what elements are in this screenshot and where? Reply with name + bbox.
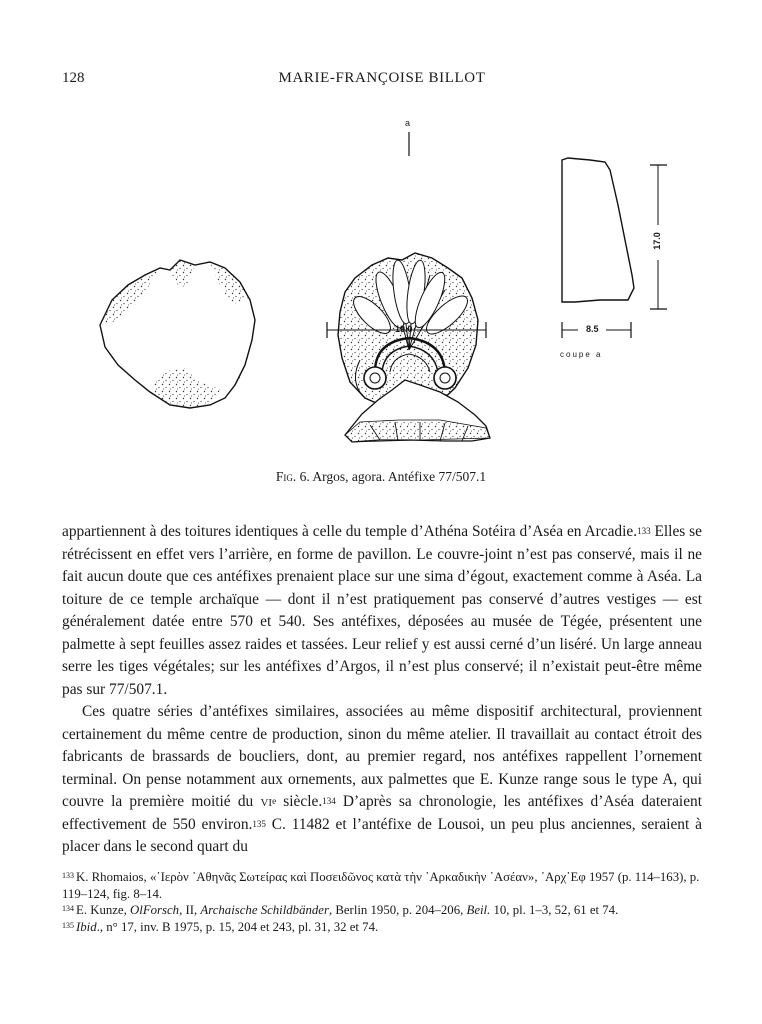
paragraph-2-part-c: D’après sa chronologie, les antéfixes d’Aséa dateraient effectivement de 550 environ. <box>62 793 702 833</box>
footnote-italic: OlForsch <box>130 903 180 917</box>
century-numeral: vi <box>260 793 273 810</box>
footnote-text: K. Rhomaios, «῾Ιερὸν ᾿Αθηνᾶς Σωτείρας καὶ Ποσειδῶνος κατὰ τὴν ᾿Αρκαδικὴν ᾿Ασέαν», ᾿Αρχ᾿Εφ 1957 (p. 114–163), p. 119–124, fig. 8–14. <box>62 870 700 901</box>
page-number: 128 <box>62 70 85 86</box>
footnote-text: 10, pl. 1–3, 52, 61 et 74. <box>490 903 619 917</box>
footnotes <box>62 869 702 935</box>
page-header <box>62 70 702 94</box>
footnote-ref-134[interactable]: 134 <box>322 796 336 806</box>
paragraph-1-part-a: appartiennent à des toitures identiques à celle du temple d’Athéna Sotéira d’Aséa en Arcadie. <box>62 523 638 540</box>
antefix-back-view <box>100 260 255 408</box>
width-dimension-label: 19.0 <box>395 324 413 334</box>
footnote-italic: Ibid <box>76 919 97 934</box>
footnote-number: 135 <box>62 920 74 930</box>
paragraph-2-part-b: siècle. <box>276 793 323 810</box>
figure-number: Fig. 6. <box>275 469 310 484</box>
figure-caption <box>0 469 762 485</box>
figure-6 <box>0 110 762 490</box>
footnote-134 <box>62 902 702 919</box>
antefix-front-view <box>338 132 478 410</box>
footnote-text: , II, <box>179 903 201 917</box>
paragraph-1-part-b: Elles se rétrécissent en effet vers l’arrière, en forme de pavillon. Le couvre-joint n’est pas conservé, mais il ne fait aucun doute que ces antéfixes prenaient place sur une sima d’égout, exactement comme à Aséa. La toiture de ce temple archaïque — dont il n’est pratiquement pas conservé d’autres vestiges — est généralement datée entre 570 et 540. Ses antéfixes, déposées au musée de Tégée, présentent une palmette à sept feuilles assez raides et tassées. Leur relief y est aussi cerné d’un liséré. Un large anneau serre les tiges végétales; sur les antéfixes d’Argos, il n’est plus conservé; il n’existait peut-être même pas sur 77/507.1. <box>62 523 702 698</box>
footnote-133 <box>62 869 702 902</box>
running-head: MARIE-FRANÇOISE BILLOT <box>278 70 486 86</box>
century-suffix: e <box>272 796 277 806</box>
paragraph-2-part-a: Ces quatre séries d’antéfixes similaires, associées au même dispositif architectural, proviennent certainement du même centre de production, sinon du même atelier. Il travaillait au contact étroit des fabricants de brassards de boucliers, dont, au premier regard, nos antéfixes rappellent l’ornement terminal. On pense notamment aux ornements, aux palmettes que E. Kunze range sous le type A, qui couvre la première moitié du <box>62 703 702 810</box>
footnote-text: E. Kunze, <box>76 903 131 917</box>
section-label: coupe a <box>560 350 603 359</box>
footnote-number: 134 <box>62 904 74 913</box>
footnote-italic: Beil. <box>466 903 491 917</box>
figure-caption-text: Argos, agora. Antéfixe 77/507.1 <box>312 469 487 484</box>
section-width-label: 8.5 <box>586 324 599 334</box>
antefix-drawings <box>0 110 762 470</box>
footnote-ref-135[interactable]: 135 <box>252 818 266 829</box>
height-dimension-label: 17.0 <box>651 232 662 250</box>
paragraph-2-part-d: C. 11482 et l’antéfixe de Lousoi, un peu plus anciennes, seraient à placer dans le second quart du <box>62 815 702 855</box>
paragraph-1 <box>62 521 702 701</box>
footnote-text: , Berlin 1950, p. 204–206, <box>328 903 467 917</box>
footnote-ref-133[interactable]: 133 <box>637 526 651 536</box>
paragraph-2 <box>62 701 702 859</box>
footnote-text: ., n° 17, inv. B 1975, p. 15, 204 et 243, pl. 31, 32 et 74. <box>96 919 379 934</box>
body-text <box>62 521 702 859</box>
footnote-number: 133 <box>62 871 74 880</box>
section-marker-label: a <box>405 118 411 128</box>
footnote-135 <box>62 919 702 936</box>
footnote-italic: Archaische Schildbänder <box>200 903 329 917</box>
